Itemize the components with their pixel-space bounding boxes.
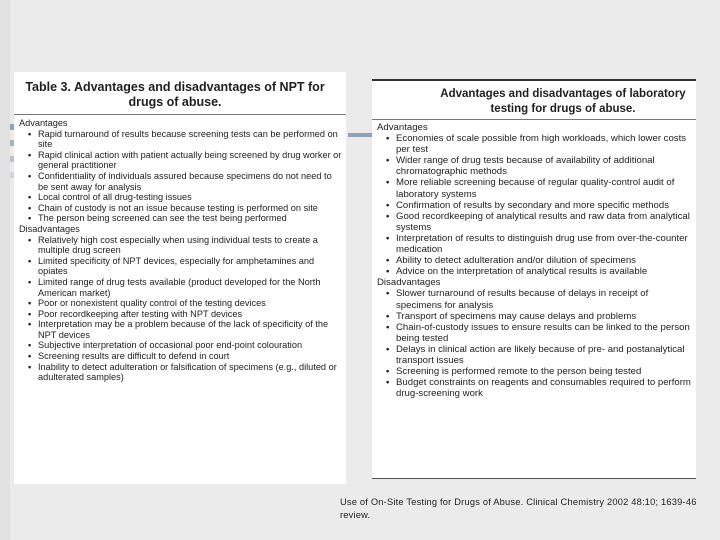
list-item: • More reliable screening because of regular quality-control audit of laboratory systems <box>377 177 692 199</box>
list-item: • Inability to detect adulteration or falsification of specimens (e.g., diluted or adulterated samples) <box>19 362 342 383</box>
right-advantages-list <box>377 133 692 277</box>
list-item: • Chain-of-custody issues to ensure results can be linked to the person being tested <box>377 322 692 344</box>
list-item: • Wider range of drug tests because of availability of additional chromatographic methods <box>377 155 692 177</box>
right-table-title: Advantages and disadvantages of laboratory testing for drugs of abuse. <box>440 88 686 115</box>
list-item: • Local control of all drug-testing issues <box>19 192 342 203</box>
citation-caption: Use of On-Site Testing for Drugs of Abuse. Clinical Chemistry 2002 48:10; 1639-46 review. <box>340 497 697 520</box>
list-item: • The person being screened can see the test being performed <box>19 213 342 224</box>
list-item: • Confidentiality of individuals assured because specimens do not need to be sent away for analysis <box>19 171 342 192</box>
divider <box>372 79 696 81</box>
list-item: • Interpretation may be a problem because of the lack of specificity of the NPT devices <box>19 319 342 340</box>
list-item: • Rapid turnaround of results because screening tests can be performed on site <box>19 129 342 150</box>
left-table-panel <box>14 72 346 484</box>
right-advantages-heading: Advantages <box>377 122 428 133</box>
list-item: • Ability to detect adulteration and/or dilution of specimens <box>377 255 692 266</box>
divider <box>372 478 696 479</box>
list-item: • Chain of custody is not an issue because testing is performed on site <box>19 203 342 214</box>
right-table-content <box>377 122 692 399</box>
list-item: • Screening results are difficult to defend in court <box>19 351 342 362</box>
list-item: • Limited specificity of NPT devices, especially for amphetamines and opiates <box>19 256 342 277</box>
right-table-panel <box>372 79 696 479</box>
list-item: • Economies of scale possible from high workloads, which lower costs per test <box>377 133 692 155</box>
list-item: • Subjective interpretation of occasional poor end-point colouration <box>19 340 342 351</box>
list-item: • Budget constraints on reagents and consumables required to perform drug-screening work <box>377 377 692 399</box>
divider <box>14 114 346 115</box>
list-item: • Interpretation of results to distinguish drug use from over-the-counter medication <box>377 233 692 255</box>
list-item: • Relatively high cost especially when using individual tests to create a multiple drug screen <box>19 235 342 256</box>
divider <box>372 119 696 120</box>
left-decorative-strip <box>0 0 10 540</box>
list-item: • Poor recordkeeping after testing with NPT devices <box>19 309 342 320</box>
left-advantages-list <box>19 129 342 224</box>
list-item: • Slower turnaround of results because of delays in receipt of specimens for analysis <box>377 288 692 310</box>
list-item: • Good recordkeeping of analytical results and raw data from analytical systems <box>377 211 692 233</box>
list-item: • Limited range of drug tests available (product developed for the North American market) <box>19 277 342 298</box>
list-item: • Rapid clinical action with patient actually being screened by drug worker or general practitioner <box>19 150 342 171</box>
left-disadvantages-heading: Disadvantages <box>19 223 80 234</box>
list-item: • Transport of specimens may cause delays and problems <box>377 311 692 322</box>
list-item: • Screening is performed remote to the person being tested <box>377 366 692 377</box>
list-item: • Poor or nonexistent quality control of the testing devices <box>19 298 342 309</box>
list-item: • Advice on the interpretation of analytical results is available <box>377 266 692 277</box>
left-table-content <box>19 118 342 383</box>
list-item: • Delays in clinical action are likely because of pre- and postanalytical transport issues <box>377 344 692 366</box>
left-table-title: Table 3. Advantages and disadvantages of NPT for drugs of abuse. <box>25 80 325 109</box>
left-advantages-heading: Advantages <box>19 118 68 128</box>
right-disadvantages-list <box>377 288 692 399</box>
left-disadvantages-list <box>19 235 342 383</box>
right-disadvantages-heading: Disadvantages <box>377 277 441 289</box>
list-item: • Confirmation of results by secondary and more specific methods <box>377 200 692 211</box>
